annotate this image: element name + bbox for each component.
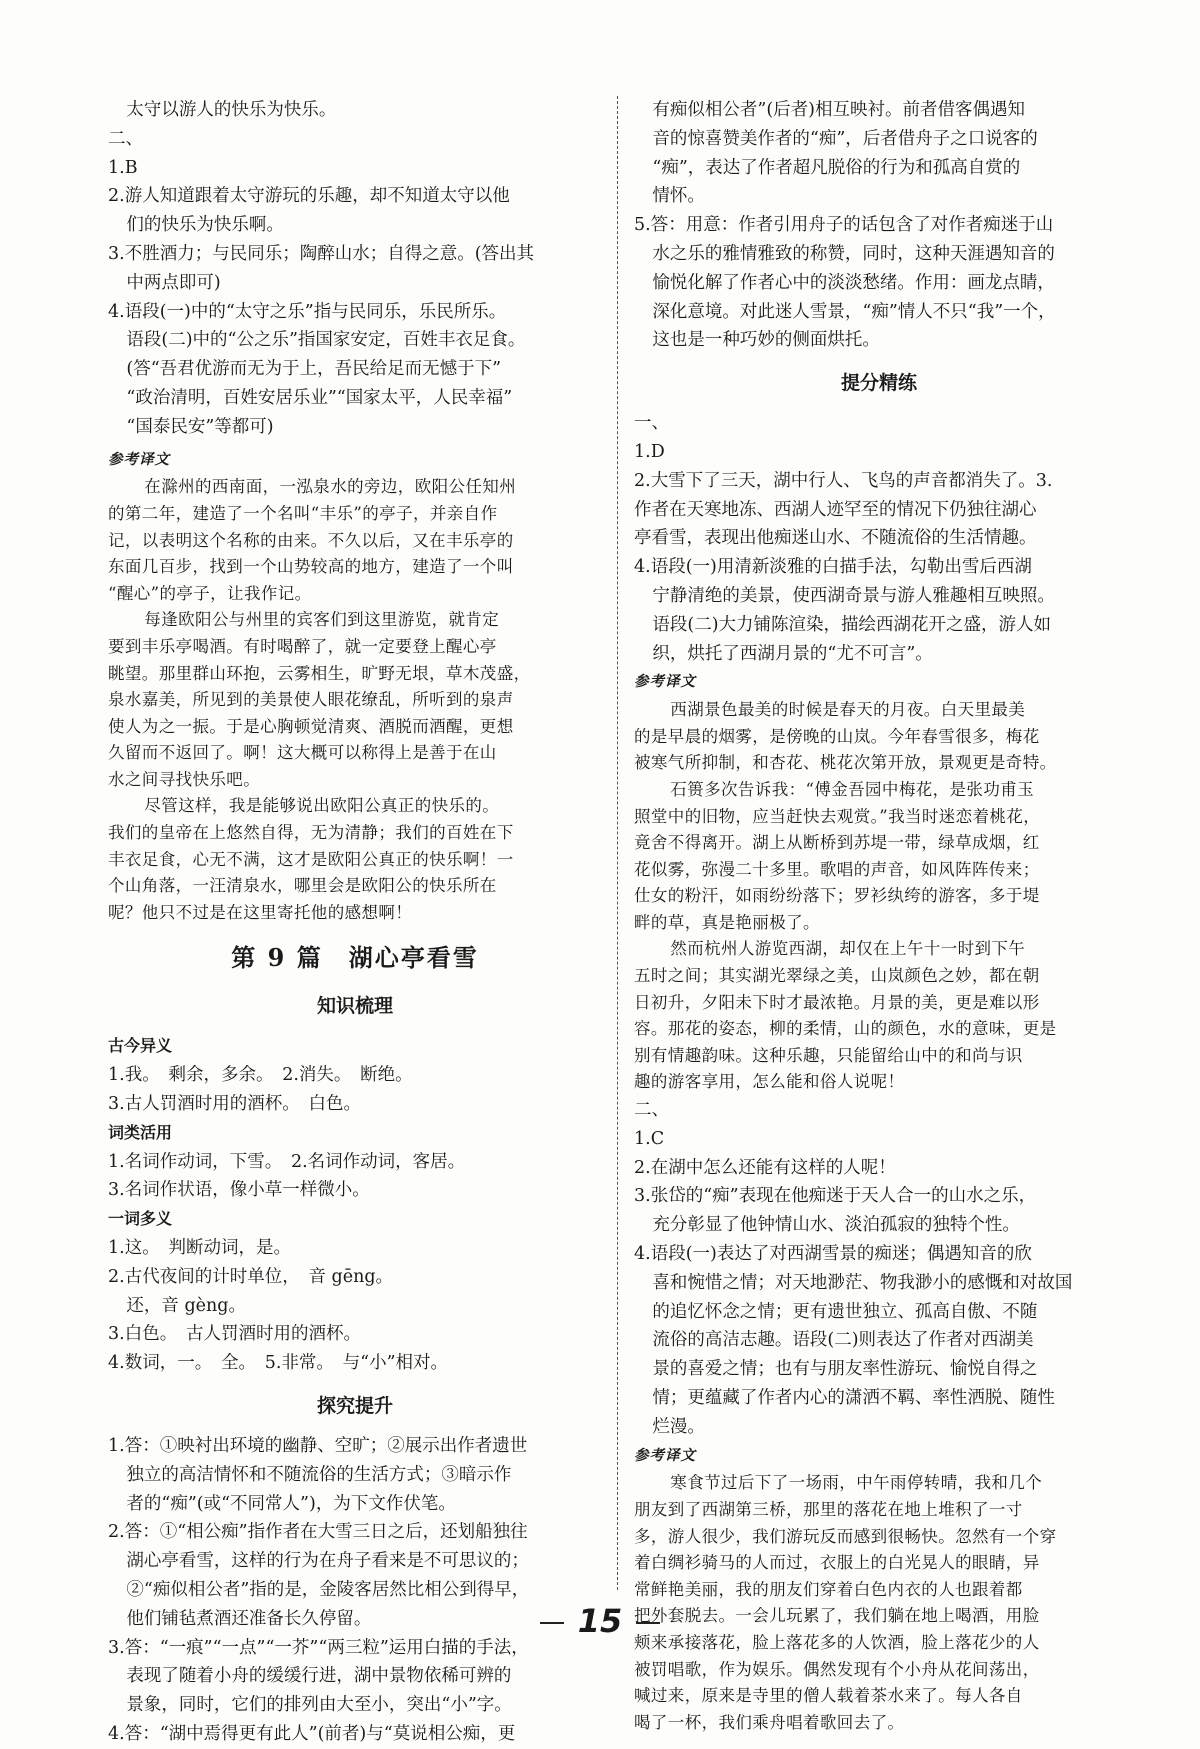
reference-translation-label: 参考译文 xyxy=(634,1447,696,1464)
text-line: 4.答：“湖中焉得更有此人”(前者)与“莫说相公痴，更 xyxy=(108,1723,516,1744)
text-line: 1.B xyxy=(108,157,138,178)
text-line: 被罚唱歌，作为娱乐。偶然发现有个小舟从花间荡出， xyxy=(634,1659,1040,1679)
text-line: 3.不胜酒力；与民同乐；陶醉山水；自得之意。(答出其 xyxy=(108,243,535,264)
text-line: 4.数词，一。 全。 5.非常。 与“小”相对。 xyxy=(108,1353,449,1374)
text-line: 水之间寻找快乐吧。 xyxy=(108,769,261,789)
text-line: 要到丰乐亭喝酒。有时喝醉了，就一定要登上醒心亭 xyxy=(108,636,497,656)
text-line: 他们铺毡煮酒还准备长久停留。 xyxy=(126,1608,372,1629)
section-title-knowledge: 知识梳理 xyxy=(316,995,393,1018)
text-line: 独立的高洁情怀和不随流俗的生活方式；③暗示作 xyxy=(126,1464,512,1485)
text-line: 景的喜爱之情；也有与朋友率性游玩、愉悦自得之 xyxy=(652,1359,1038,1380)
text-line: 流俗的高洁志趣。语段(二)则表达了作者对西湖美 xyxy=(652,1330,1034,1351)
text-line: 二、 xyxy=(634,1100,669,1121)
page-number: 15 xyxy=(0,1602,1200,1640)
text-line: 朋友到了西湖第三桥，那里的落花在地上堆积了一寸 xyxy=(634,1500,1023,1519)
text-line: 每逢欧阳公与州里的宾客们到这里游览，就肯定 xyxy=(144,610,500,630)
text-line: 久留而不返回了。啊！这大概可以称得上是善于在山 xyxy=(108,743,497,763)
text-line: 4.语段(一)表达了对西湖雪景的痴迷；偶遇知音的欣 xyxy=(634,1244,1032,1265)
text-line: 喜和惋惜之情；对天地渺茫、物我渺小的感慨和对故国 xyxy=(652,1272,1073,1293)
text-line: 五时之间；其实湖光翠绿之美，山岚颜色之妙，都在朝 xyxy=(634,966,1040,986)
reference-translation-label: 参考译文 xyxy=(108,451,170,468)
text-line: ②“痴似相公者”指的是，金陵客居然比相公到得早， xyxy=(126,1580,530,1600)
text-line: “国泰民安”等都可) xyxy=(126,416,274,437)
text-line: 4.语段(一)中的“太守之乐”指与民同乐，乐民所乐。 xyxy=(108,301,507,322)
text-line: 1.名词作动词，下雪。 2.名词作动词，客居。 xyxy=(108,1151,466,1172)
text-line: 1.C xyxy=(634,1128,665,1149)
reference-translation-label: 参考译文 xyxy=(634,674,696,691)
text-line: 宁静清绝的美景，使西湖奇景与游人雅趣相互映照。 xyxy=(652,585,1055,606)
text-line: 的是早晨的烟雾，是傍晚的山岚。今年春雪很多，梅花 xyxy=(634,726,1040,746)
text-line: 多，游人很少，我们游玩反而感到很畅快。忽然有一个穿 xyxy=(634,1526,1057,1546)
text-line: 水之乐的雅情雅致的称赞，同时，这种天涯遇知音的 xyxy=(652,243,1055,264)
text-line: 语段(二)大力铺陈渲染，描绘西湖花开之盛，游人如 xyxy=(652,614,1052,635)
text-line: 中两点即可) xyxy=(126,272,221,293)
text-line: 呢？他只不过是在这里寄托他的感想啊！ xyxy=(108,902,413,922)
text-line: 竟舍不得离开。湖上从断桥到苏堤一带，绿草成烟，红 xyxy=(634,833,1040,853)
text-line: 2.在湖中怎么还能有这样的人呢！ xyxy=(634,1157,896,1178)
text-line: 织，烘托了西湖月景的“尤不可言”。 xyxy=(652,643,933,664)
text-line: 亭看雪，表现出他痴迷山水、不随流俗的生活情趣。 xyxy=(634,528,1037,549)
text-line: 1.D xyxy=(634,441,665,462)
text-line: “醒心”的亭子，让我作记。 xyxy=(108,583,312,603)
text-line: 容。那花的姿态，柳的柔情，山的颜色，水的意味，更是 xyxy=(634,1019,1057,1039)
text-line: 这也是一种巧妙的侧面烘托。 xyxy=(652,330,880,351)
text-line: 畔的草，真是艳丽极了。 xyxy=(634,912,820,932)
text-line: 2.古代夜间的计时单位， 音 gēng。 xyxy=(108,1266,394,1287)
text-line: 表现了随着小舟的缓缓行进，湖中景物依稀可辨的 xyxy=(126,1666,512,1687)
text-line: 景象，同时，它们的排列由大至小，突出“小”字。 xyxy=(126,1695,512,1716)
text-line: 1.答：①映衬出环境的幽静、空旷；②展示出作者遗世 xyxy=(108,1436,528,1457)
text-line: 把外套脱去。一会儿玩累了，我们躺在地上喝酒，用脸 xyxy=(634,1606,1040,1626)
text-line: 着白绸衫骑马的人而过，衣服上的白光晃人的眼睛，异 xyxy=(634,1553,1040,1573)
text-line: 作者在天寒地冻、西湖人迹罕至的情况下仍独往湖心 xyxy=(634,499,1037,520)
subheading: 一词多义 xyxy=(108,1209,173,1229)
text-line: “痴”，表达了作者超凡脱俗的行为和孤高自赏的 xyxy=(652,157,1021,178)
text-line: 3.张岱的“痴”表现在他痴迷于天人合一的山水之乐， xyxy=(634,1186,1037,1207)
text-line: 使人为之一振。于是心胸顿觉清爽、酒脱而酒醒，更想 xyxy=(108,716,514,736)
text-line: 个山角落，一汪清泉水，哪里会是欧阳公的快乐所在 xyxy=(108,876,497,896)
text-line: 一、 xyxy=(634,413,669,434)
text-line: 情；更蕴藏了作者内心的潇洒不羁、率性洒脱、随性 xyxy=(652,1388,1055,1409)
text-line: 1.我。 剩余，多余。 2.消失。 断绝。 xyxy=(108,1065,413,1086)
text-line: 3.古人罚酒时用的酒杯。 白色。 xyxy=(108,1094,361,1115)
text-line: 太守以游人的快乐为快乐。 xyxy=(126,100,337,120)
text-line: 石篑多次告诉我：“傅金吾园中梅花，是张功甫玉 xyxy=(670,779,1035,799)
text-line: 情怀。 xyxy=(652,186,705,207)
text-line: 音的惊喜赞美作者的“痴”，后者借舟子之口说客的 xyxy=(652,128,1038,149)
reference-translation-text xyxy=(634,697,1124,1096)
text-line: 二、 xyxy=(108,128,143,149)
text-line: 3.名词作状语，像小草一样微小。 xyxy=(108,1180,370,1201)
subheading: 词类活用 xyxy=(108,1122,173,1142)
right-column xyxy=(634,96,1124,1736)
practice-part-1 xyxy=(634,409,1124,668)
text-line: 喊过来，原来是寺里的僧人载着茶水来了。每人各自 xyxy=(634,1686,1023,1706)
text-line: 丰衣足食，心无不满，这才是欧阳公真正的快乐啊！一 xyxy=(108,849,514,869)
text-line: 有痴似相公者”(后者)相互映衬。前者借客偶遇知 xyxy=(652,100,1025,120)
text-line: 泉水嘉美，所见到的美景使人眼花缭乱，所听到的泉声 xyxy=(108,690,514,710)
text-line: 的第二年，建造了一个名叫“丰乐”的亭子，并亲自作 xyxy=(108,503,498,523)
text-line: 还，音 gèng。 xyxy=(126,1295,246,1316)
text-line: 别有情趣韵味。这种乐趣，只能留给山中的和尚与识 xyxy=(634,1045,1023,1065)
text-line: 西湖景色最美的时候是春天的月夜。白天里最美 xyxy=(670,700,1026,720)
knowledge-section xyxy=(108,1032,602,1378)
text-line: 5.答：用意：作者引用舟子的话包含了对作者痴迷于山 xyxy=(634,215,1054,236)
text-line: 记，以表明这个名称的由来。不久以后，又在丰乐亭的 xyxy=(108,530,514,550)
text-line: 照堂中的旧物，应当赶快去观赏。”我当时迷恋着桃花， xyxy=(634,806,1041,826)
column-divider xyxy=(617,96,618,1590)
explore-section xyxy=(108,1432,602,1749)
text-line: 的追忆怀念之情；更有遗世独立、孤高自傲、不随 xyxy=(652,1301,1038,1322)
text-line: 2.答：①“相公痴”指作者在大雪三日之后，还划船独往 xyxy=(108,1522,528,1543)
section-title-explore: 探究提升 xyxy=(316,1395,393,1418)
section-title-practice: 提分精练 xyxy=(840,372,917,395)
text-line: 语段(二)中的“公之乐”指国家安定，百姓丰衣足食。 xyxy=(126,330,526,351)
text-line: 常鲜艳美丽，我的朋友们穿着白色内衣的人也跟着都 xyxy=(634,1579,1023,1599)
explore-answers-continued xyxy=(634,96,1124,355)
text-line: 我们的皇帝在上悠然自得，无为清静；我们的百姓在下 xyxy=(108,823,514,843)
text-line: 2.大雪下了三天，湖中行人、飞鸟的声音都消失了。3. xyxy=(634,470,1053,491)
chapter-title: 第 9 篇 湖心亭看雪 xyxy=(231,943,479,973)
text-line: 3.答：“一痕”“一点”“一芥”“两三粒”运用白描的手法， xyxy=(108,1637,529,1658)
text-line: 充分彰显了他钟情山水、淡泊孤寂的独特个性。 xyxy=(652,1215,1020,1236)
text-line: 2.游人知道跟着太守游玩的乐趣，却不知道太守以他 xyxy=(108,186,510,207)
text-line: 颊来承接落花，脸上落花多的人饮酒，脸上落花少的人 xyxy=(634,1632,1040,1652)
text-line: 然而杭州人游览西湖，却仅在上午十一时到下午 xyxy=(670,939,1026,959)
text-line: 被寒气所抑制，和杏花、桃花次第开放，景观更是奇特。 xyxy=(634,753,1057,773)
text-line: (答“吾君优游而无为于上，吾民给足而无憾于下” xyxy=(126,359,502,380)
reference-translation-text xyxy=(108,474,602,926)
text-line: 愉悦化解了作者心中的淡淡愁绪。作用：画龙点睛， xyxy=(652,272,1055,293)
text-line: 仕女的粉汗，如雨纷纷落下；罗衫纨绔的游客，多于堤 xyxy=(634,886,1040,906)
text-line: 尽管这样，我是能够说出欧阳公真正的快乐的。 xyxy=(144,796,500,816)
text-line: 湖心亭看雪，这样的行为在舟子看来是不可思议的； xyxy=(126,1551,529,1572)
text-line: 深化意境。对此迷人雪景，“痴”情人不只“我”一个， xyxy=(652,301,1056,322)
left-column xyxy=(108,96,602,1749)
text-line: 东面几百步，找到一个山势较高的地方，建造了一个叫 xyxy=(108,557,514,577)
text-line: 3.白色。 古人罚酒时用的酒杯。 xyxy=(108,1324,361,1345)
text-line: 烂漫。 xyxy=(652,1416,705,1437)
text-line: 趣的游客享用，怎么能和俗人说呢！ xyxy=(634,1072,905,1092)
text-line: 1.这。 判断动词，是。 xyxy=(108,1238,291,1259)
text-line: 眺望。那里群山环抱，云雾相生，旷野无垠，草木茂盛， xyxy=(108,663,531,683)
subheading: 古今异义 xyxy=(108,1036,173,1056)
text-line: 们的快乐为快乐啊。 xyxy=(126,215,284,236)
text-line: 日初升，夕阳未下时才最浓艳。月景的美，更是难以形 xyxy=(634,992,1040,1012)
text-line: 寒食节过后下了一场雨，中午雨停转晴，我和几个 xyxy=(670,1473,1043,1493)
text-line: 在滁州的西南面，一泓泉水的旁边，欧阳公任知州 xyxy=(144,477,517,497)
text-line: “政治清明，百姓安居乐业”“国家太平，人民幸福” xyxy=(126,387,513,408)
answers-section-2-continued xyxy=(108,96,602,442)
text-line: 花似雾，弥漫二十多里。歌唱的声音，如风阵阵传来； xyxy=(634,859,1040,879)
practice-part-2 xyxy=(634,1096,1124,1442)
text-line: 4.语段(一)用清新淡雅的白描手法，勾勒出雪后西湖 xyxy=(634,557,1032,578)
text-line: 者的“痴”(或“不同常人”)，为下文作伏笔。 xyxy=(126,1493,456,1514)
text-line: 喝了一杯，我们乘舟唱着歌回去了。 xyxy=(634,1712,905,1732)
